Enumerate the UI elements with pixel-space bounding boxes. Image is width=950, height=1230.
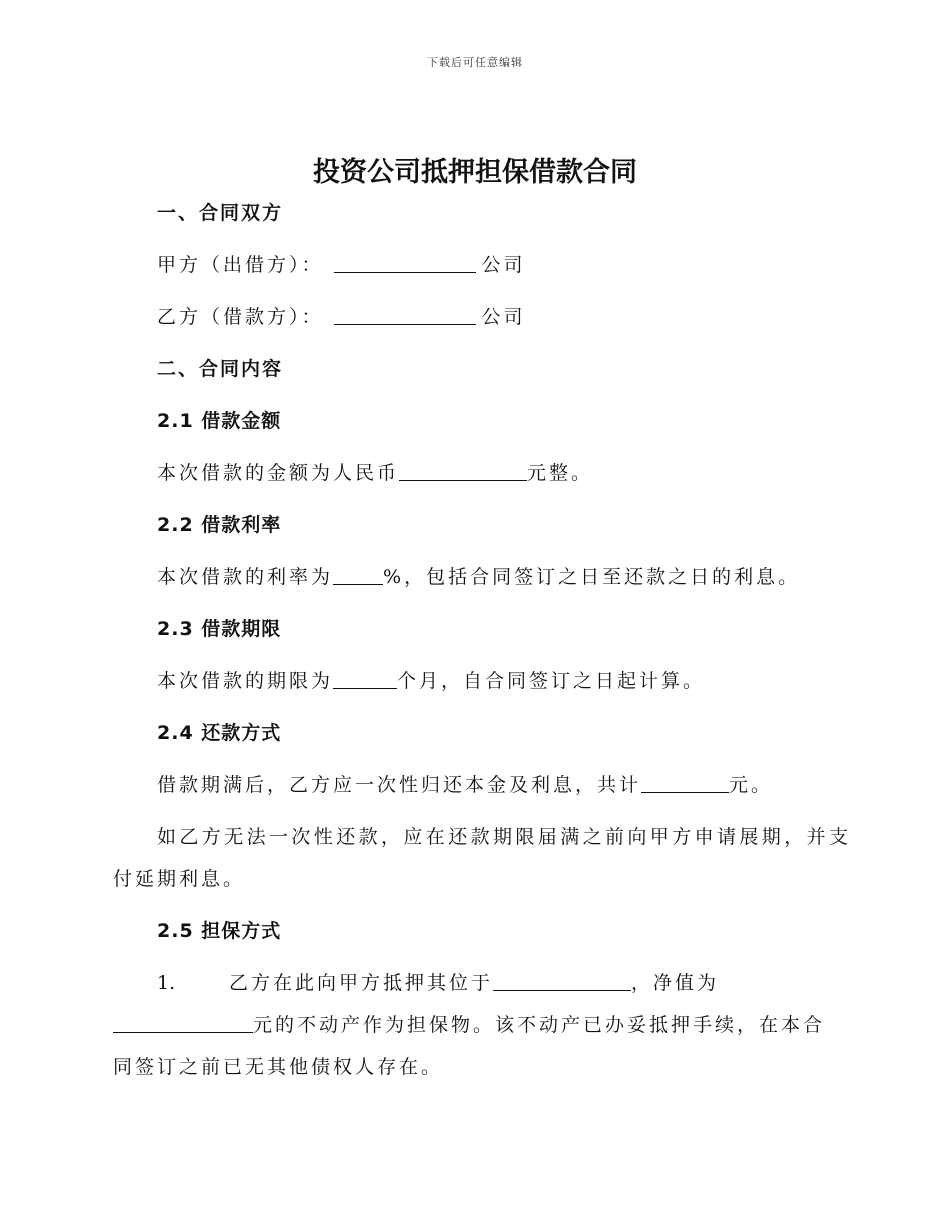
page-header-note: 下载后可任意编辑: [427, 56, 523, 69]
repayment-text-after: 元。: [729, 774, 774, 796]
loan-term-line: [157, 666, 705, 693]
interest-rate-blank[interactable]: [333, 565, 383, 585]
loan-amount-text-after: 元整。: [527, 462, 594, 484]
loan-term-text-after: 个月，自合同签订之日起计算。: [397, 670, 706, 692]
collateral-line-2: [113, 1010, 825, 1037]
loan-amount-blank[interactable]: [399, 461, 527, 481]
loan-term-text-before: 本次借款的期限为: [157, 670, 334, 692]
party-b-label: 乙方（借款方）：: [157, 306, 324, 328]
interest-rate-line: [157, 562, 800, 589]
interest-rate-text-after: %，包括合同签订之日至还款之日的利息。: [383, 566, 801, 588]
collateral-item-number: 1.: [157, 972, 176, 994]
collateral-text-before: 乙方在此向甲方抵押其位于: [229, 972, 494, 994]
collateral-line-3: 同签订之前已无其他债权人存在。: [113, 1056, 444, 1078]
collateral-text-mid: ，净值为: [631, 972, 720, 994]
section-2-1-heading: 2.1 借款金额: [157, 410, 282, 432]
extension-line-2: 付延期利息。: [113, 868, 246, 890]
section-1-heading: 一、合同双方: [157, 202, 284, 224]
interest-rate-text-before: 本次借款的利率为: [157, 566, 334, 588]
section-2-3-heading: 2.3 借款期限: [157, 618, 282, 640]
section-2-heading: 二、合同内容: [157, 358, 284, 380]
repayment-total-blank[interactable]: [641, 773, 729, 793]
document-title: 投资公司抵押担保借款合同: [313, 157, 637, 188]
party-a-blank[interactable]: [334, 253, 476, 273]
loan-term-blank[interactable]: [333, 669, 397, 689]
collateral-line-1: [157, 968, 719, 995]
section-2-4-heading: 2.4 还款方式: [157, 722, 282, 744]
loan-amount-text-before: 本次借款的金额为人民币: [157, 462, 400, 484]
repayment-line-1: [157, 770, 773, 797]
party-a-label: 甲方（出借方）：: [157, 254, 324, 276]
party-b-line: [157, 302, 526, 329]
loan-amount-line: [157, 458, 593, 485]
repayment-text-before: 借款期满后，乙方应一次性归还本金及利息，共计: [157, 774, 642, 796]
party-b-suffix: 公司: [481, 306, 526, 328]
collateral-text-after: 元的不动产作为担保物。该不动产已办妥抵押手续，在本合: [253, 1014, 826, 1036]
party-a-line: [157, 250, 526, 277]
collateral-location-blank[interactable]: [493, 971, 631, 991]
extension-line-1: 如乙方无法一次性还款，应在还款期限届满之前向甲方申请展期，并支: [157, 826, 852, 848]
section-2-5-heading: 2.5 担保方式: [157, 920, 282, 942]
section-2-2-heading: 2.2 借款利率: [157, 514, 282, 536]
party-a-suffix: 公司: [481, 254, 526, 276]
party-b-blank[interactable]: [334, 305, 476, 325]
collateral-value-blank[interactable]: [113, 1013, 253, 1033]
